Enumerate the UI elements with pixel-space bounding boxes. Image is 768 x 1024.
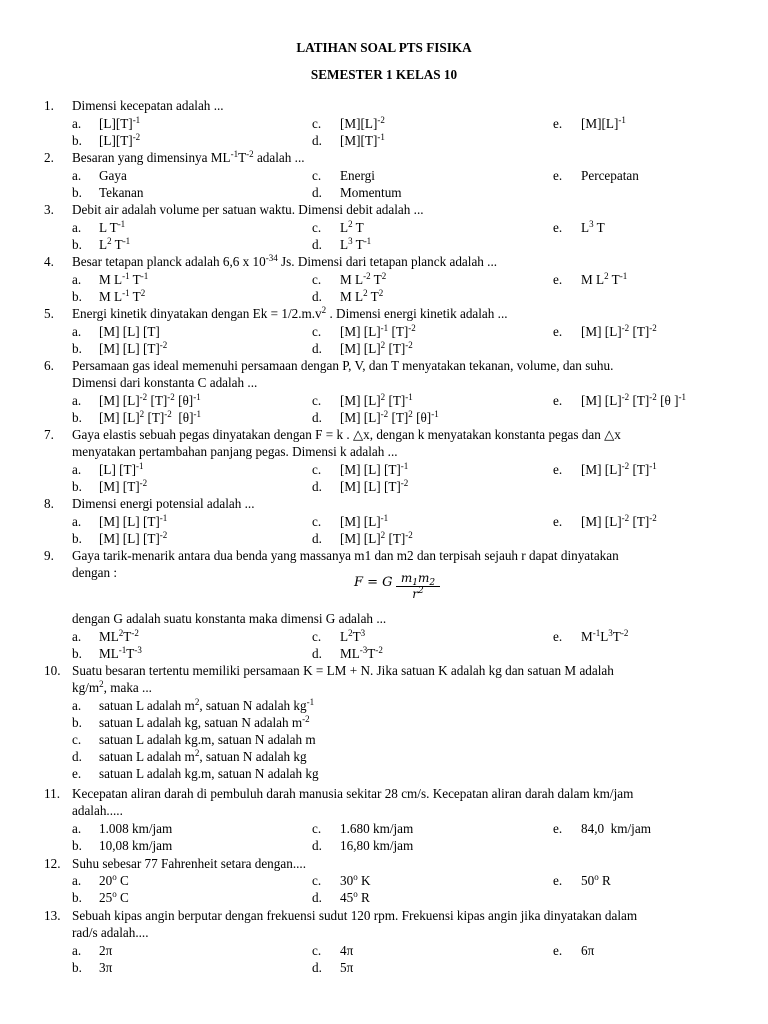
option-b: [M] [L] $[T]^{-2}$ bbox=[99, 530, 168, 546]
option-label: e. bbox=[553, 462, 563, 477]
option-label: e. bbox=[553, 168, 563, 183]
option-label: e. bbox=[553, 220, 563, 235]
option-b: $[L][T]^{-2}$ bbox=[99, 132, 141, 148]
question-text: Besaran yang dimensinya $ML^{-1}T^{-2}$ adalah ... bbox=[72, 149, 305, 165]
question-text: Gaya tarik-menarik antara dua benda yang massanya m1 dan m2 dan terpisah sejauh r dapat dinyatakan bbox=[72, 548, 619, 563]
question-number: 3. bbox=[44, 202, 54, 217]
option-label: b. bbox=[72, 289, 82, 304]
option-label: d. bbox=[312, 890, 322, 905]
option-label: c. bbox=[312, 629, 322, 644]
option-label: c. bbox=[312, 462, 322, 477]
question-text: Kecepatan aliran darah di pembuluh darah manusia sekitar 28 cm/s. Kecepatan aliran darah dalam km/jam bbox=[72, 786, 634, 801]
option-a: $ML^2T^{-2}$ bbox=[99, 628, 139, 644]
question-text-continued: menyatakan pertambahan panjang pegas. Dimensi k adalah ... bbox=[72, 444, 398, 459]
option-label: a. bbox=[72, 514, 82, 529]
option-a: 20$^o$ C bbox=[99, 872, 129, 888]
question-text: Sebuah kipas angin berputar dengan frekuensi sudut 120 rpm. Frekuensi kipas angin jika dinyatakan dalam bbox=[72, 908, 638, 923]
option-label: e. bbox=[553, 629, 563, 644]
option-label: a. bbox=[72, 821, 82, 836]
option-e: satuan L adalah kg.m, satuan N adalah kg bbox=[99, 766, 319, 781]
question-text-continued: adalah..... bbox=[72, 803, 123, 818]
question-number: 13. bbox=[44, 908, 61, 923]
option-d: M $L^2$ $T^2$ bbox=[340, 288, 384, 304]
option-b: M $L^{-1}$ $T^2$ bbox=[99, 288, 146, 304]
question-text-continued: dengan : bbox=[72, 565, 118, 580]
option-c: $[M][L]^{-2}$ bbox=[340, 115, 385, 131]
option-b: 10,08 km/jam bbox=[99, 838, 173, 853]
option-a: L $T^{-1}$ bbox=[99, 219, 126, 235]
option-e: $[M][L]^{-1}$ bbox=[581, 115, 626, 131]
option-label: d. bbox=[312, 531, 322, 546]
option-label: a. bbox=[72, 393, 82, 408]
question-number: 2. bbox=[44, 150, 54, 165]
option-label: c. bbox=[312, 514, 322, 529]
option-d: 5π bbox=[340, 960, 354, 975]
question-number: 10. bbox=[44, 663, 61, 678]
option-c: 30$^o$ K bbox=[340, 872, 371, 888]
option-b: [M] [L] $[T]^{-2}$ bbox=[99, 340, 168, 356]
option-label: e. bbox=[72, 766, 82, 781]
question-text-continued: $kg/m^2$, maka ... bbox=[72, 679, 152, 695]
option-label: d. bbox=[72, 749, 82, 764]
option-label: c. bbox=[312, 116, 322, 131]
option-label: a. bbox=[72, 324, 82, 339]
question-number: 11. bbox=[44, 786, 60, 801]
option-c: Energi bbox=[340, 168, 375, 183]
option-label: b. bbox=[72, 185, 82, 200]
option-e: $M^{-1}L^3T^{-2}$ bbox=[581, 628, 629, 644]
option-label: e. bbox=[553, 116, 563, 131]
question-text-continued: dengan G adalah suatu konstanta maka dimensi G adalah ... bbox=[72, 611, 387, 626]
option-d: Momentum bbox=[340, 185, 402, 200]
option-label: d. bbox=[312, 341, 322, 356]
option-label: c. bbox=[312, 393, 322, 408]
question-text: Dimensi energi potensial adalah ... bbox=[72, 496, 255, 511]
question-text-continued: rad/s adalah.... bbox=[72, 925, 149, 940]
option-c: 1.680 km/jam bbox=[340, 821, 414, 836]
option-e: [M] $[L]^{-2}$ $[T]^{-2}$ bbox=[581, 513, 657, 529]
question-number: 6. bbox=[44, 358, 54, 373]
option-c: [M] $[L]^{-1}$ $[T]^{-2}$ bbox=[340, 323, 416, 339]
option-a: [M] $[L]^{-2}$ $[T]^{-2}$ $[\theta]^{-1}$ bbox=[99, 392, 201, 408]
question-text: Debit air adalah volume per satuan waktu. Dimensi debit adalah ... bbox=[72, 202, 424, 217]
option-c: $L^2$ T bbox=[340, 219, 364, 235]
question-text: Suhu sebesar 77 Fahrenheit setara dengan.... bbox=[72, 856, 307, 871]
option-label: e. bbox=[553, 821, 563, 836]
option-a: 2π bbox=[99, 943, 113, 958]
option-b: 25$^o$ C bbox=[99, 889, 129, 905]
option-label: a. bbox=[72, 629, 82, 644]
formula-lhs: F = G bbox=[354, 575, 393, 590]
question-text: Gaya elastis sebuah pegas dinyatakan dengan F = k . △x, dengan k menyatakan konstanta pegas dan △x bbox=[72, 427, 621, 442]
option-d: [M] $[L]^2$ $[T]^{-2}$ bbox=[340, 530, 413, 546]
formula-numerator: $m_1m_2$ bbox=[396, 571, 440, 587]
page-subtitle: SEMESTER 1 KELAS 10 bbox=[310, 67, 458, 82]
question-text-continued: Dimensi dari konstanta C adalah ... bbox=[72, 375, 258, 390]
option-label: e. bbox=[553, 943, 563, 958]
option-label: a. bbox=[72, 272, 82, 287]
question-number: 5. bbox=[44, 306, 54, 321]
question-text: Besar tetapan planck adalah 6,6 x $10^{-34}$ Js. Dimensi dari tetapan planck adalah ... bbox=[72, 253, 498, 269]
option-e: [M] $[L]^{-2}$ $[T]^{-1}$ bbox=[581, 461, 657, 477]
option-d: $[M][T]^{-1}$ bbox=[340, 132, 385, 148]
question-number: 4. bbox=[44, 254, 54, 269]
option-label: a. bbox=[72, 943, 82, 958]
option-label: a. bbox=[72, 698, 82, 713]
option-c: [M] [L] $[T]^{-1}$ bbox=[340, 461, 409, 477]
option-label: a. bbox=[72, 220, 82, 235]
option-d: 16,80 km/jam bbox=[340, 838, 414, 853]
option-label: b. bbox=[72, 838, 82, 853]
formula-denominator: $r^2$ bbox=[412, 586, 424, 601]
option-c: [M] $[L]^2$ $[T]^{-1}$ bbox=[340, 392, 413, 408]
question-text: Dimensi kecepatan adalah ... bbox=[72, 98, 224, 113]
question-number: 9. bbox=[44, 548, 54, 563]
option-label: b. bbox=[72, 410, 82, 425]
option-a: $[L][T]^{-1}$ bbox=[99, 115, 141, 131]
option-label: b. bbox=[72, 237, 82, 252]
option-label: b. bbox=[72, 960, 82, 975]
option-a: M $L^{-1}$ $T^{-1}$ bbox=[99, 271, 149, 287]
option-e: 6π bbox=[581, 943, 595, 958]
option-e: M $L^2$ $T^{-1}$ bbox=[581, 271, 628, 287]
option-e: [M] $[L]^{-2}$ $[T]^{-2}$ bbox=[581, 323, 657, 339]
option-label: b. bbox=[72, 133, 82, 148]
question-number: 7. bbox=[44, 427, 54, 442]
option-label: b. bbox=[72, 341, 82, 356]
option-c: M $L^{-2}$ $T^2$ bbox=[340, 271, 387, 287]
option-label: d. bbox=[312, 410, 322, 425]
option-a: [M] [L] $[T]^{-1}$ bbox=[99, 513, 168, 529]
option-label: d. bbox=[312, 838, 322, 853]
option-b: $ML^{-1}T^{-3}$ bbox=[99, 645, 142, 661]
option-label: a. bbox=[72, 873, 82, 888]
option-label: e. bbox=[553, 514, 563, 529]
option-a: Gaya bbox=[99, 168, 127, 183]
option-label: b. bbox=[72, 646, 82, 661]
option-b: [M] $[T]^{-2}$ bbox=[99, 478, 148, 494]
option-label: d. bbox=[312, 237, 322, 252]
option-d: [M] [L] $[T]^{-2}$ bbox=[340, 478, 409, 494]
option-label: a. bbox=[72, 116, 82, 131]
option-label: b. bbox=[72, 715, 82, 730]
option-a: 1.008 km/jam bbox=[99, 821, 173, 836]
option-label: c. bbox=[312, 168, 322, 183]
option-c: [M] $[L]^{-1}$ bbox=[340, 513, 389, 529]
question-number: 8. bbox=[44, 496, 54, 511]
option-label: d. bbox=[312, 185, 322, 200]
option-e: 50$^o$ R bbox=[581, 872, 611, 888]
option-label: b. bbox=[72, 531, 82, 546]
option-c: satuan L adalah kg.m, satuan N adalah m bbox=[99, 732, 316, 747]
option-e: Percepatan bbox=[581, 168, 639, 183]
formula-fraction bbox=[396, 571, 440, 601]
question-text: Suatu besaran tertentu memiliki persamaan K = LM + N. Jika satuan K adalah kg dan satuan M adalah bbox=[72, 663, 614, 678]
question-number: 12. bbox=[44, 856, 61, 871]
option-label: c. bbox=[72, 732, 82, 747]
option-label: d. bbox=[312, 646, 322, 661]
option-label: e. bbox=[553, 324, 563, 339]
option-d: $L^3$ $T^{-1}$ bbox=[340, 236, 372, 252]
option-label: a. bbox=[72, 462, 82, 477]
option-label: c. bbox=[312, 272, 322, 287]
option-e: $L^3$ T bbox=[581, 219, 605, 235]
option-b: $L^2$ $T^{-1}$ bbox=[99, 236, 131, 252]
option-label: d. bbox=[312, 133, 322, 148]
option-label: c. bbox=[312, 821, 322, 836]
option-b: Tekanan bbox=[99, 185, 144, 200]
question-text: Persamaan gas ideal memenuhi persamaan dengan P, V, dan T menyatakan tekanan, volume, dan suhu. bbox=[72, 358, 614, 373]
option-b: satuan L adalah kg, satuan N adalah $m^{-2}$ bbox=[99, 714, 310, 730]
option-a: [M] [L] [T] bbox=[99, 324, 160, 339]
option-d: 45$^o$ R bbox=[340, 889, 370, 905]
option-label: b. bbox=[72, 890, 82, 905]
option-label: a. bbox=[72, 168, 82, 183]
option-label: c. bbox=[312, 220, 322, 235]
option-c: 4π bbox=[340, 943, 354, 958]
option-b: 3π bbox=[99, 960, 113, 975]
option-b: [M] $[L]^2$ $[T]^{-2}$ $[\theta]^{-1}$ bbox=[99, 409, 201, 425]
option-label: c. bbox=[312, 943, 322, 958]
option-d: satuan L adalah $m^2$, satuan N adalah kg bbox=[99, 748, 307, 764]
question-text: Energi kinetik dinyatakan dengan $Ek = 1/2.m.v^2$ . Dimensi energi kinetik adalah ... bbox=[72, 305, 508, 321]
option-label: c. bbox=[312, 324, 322, 339]
option-label: e. bbox=[553, 393, 563, 408]
option-d: [M] $[L]^2$ $[T]^{-2}$ bbox=[340, 340, 413, 356]
option-a: [L] $[T]^{-1}$ bbox=[99, 461, 144, 477]
option-label: d. bbox=[312, 960, 322, 975]
option-a: satuan L adalah $m^2$, satuan N adalah $kg^{-1}$ bbox=[99, 697, 315, 713]
option-label: c. bbox=[312, 873, 322, 888]
question-number: 1. bbox=[44, 98, 54, 113]
option-label: e. bbox=[553, 272, 563, 287]
gravitation-formula bbox=[354, 571, 436, 601]
option-d: [M] $[L]^{-2}$ $[T]^2$ $[\theta]^{-1}$ bbox=[340, 409, 439, 425]
option-c: $L^2T^3$ bbox=[340, 628, 366, 644]
option-label: e. bbox=[553, 873, 563, 888]
option-label: b. bbox=[72, 479, 82, 494]
option-e: 84,0 km/jam bbox=[581, 821, 651, 836]
option-e: [M] $[L]^{-2}$ $[T]^{-2}$ [θ ]$^{-1}$ bbox=[581, 392, 686, 408]
option-d: $ML^{-3}T^{-2}$ bbox=[340, 645, 383, 661]
option-label: d. bbox=[312, 289, 322, 304]
page-title: LATIHAN SOAL PTS FISIKA bbox=[296, 40, 472, 55]
option-label: d. bbox=[312, 479, 322, 494]
